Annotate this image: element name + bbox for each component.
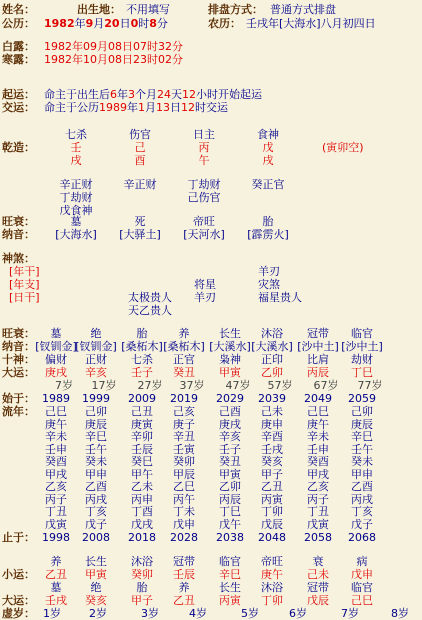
- dayun-age: 27岁: [137, 379, 163, 392]
- liunian-ganzhi: 甲戌: [307, 467, 329, 481]
- dayun-start-year: 2019: [170, 392, 198, 405]
- liunian-ganzhi: 甲戌: [45, 467, 67, 481]
- pillar-zhi: 戌: [262, 154, 274, 167]
- liunian-ganzhi: 庚申: [261, 417, 283, 431]
- dayun-shishen-label: 十神：: [2, 353, 35, 366]
- dayun-wangshuai: 长生: [219, 327, 241, 340]
- liunian-ganzhi: 丁丑: [45, 505, 67, 518]
- dayun-wangshuai: 绝: [90, 327, 102, 340]
- liunian-ganzhi: 辛巳: [85, 430, 107, 443]
- pillar-wangshuai: 胎: [262, 215, 274, 228]
- xiaoyun-wangshuai: 帝旺: [261, 555, 283, 568]
- liunian-ganzhi: 丙午: [173, 492, 195, 506]
- liunian-ganzhi: 戊寅: [307, 517, 329, 531]
- liunian-ganzhi: 壬子: [219, 442, 241, 456]
- pillar-wangshuai: 帝旺: [193, 215, 215, 228]
- dayun-start-year: 1999: [82, 392, 110, 405]
- dayun-age: 47岁: [225, 379, 251, 392]
- liunian-ganzhi: 壬午: [351, 442, 373, 456]
- liunian-ganzhi: 乙酉: [351, 480, 373, 493]
- dayun-wangshuai: 临官: [351, 327, 373, 340]
- suiyun-ganzhi: 戊辰: [307, 594, 329, 607]
- liunian-ganzhi: 甲寅: [219, 467, 241, 481]
- xiaoyun-wangshuai: 长生: [85, 555, 107, 568]
- xiaoyun-ganzhi: 辛巳: [219, 568, 241, 581]
- liunian-ganzhi: 辛亥: [219, 430, 241, 443]
- dayun-end-year: 2008: [82, 531, 110, 544]
- suiyun-ganzhi: 甲子: [131, 594, 153, 607]
- dayun-start-label: 始于：: [2, 392, 35, 405]
- xiaoyun-ganzhi: 壬辰: [173, 568, 195, 581]
- xusui-age: 6岁: [289, 607, 307, 620]
- dayun-shishen: 枭神: [219, 353, 241, 366]
- liunian-ganzhi: 戊午: [219, 517, 241, 531]
- liunian-ganzhi: 己卯: [351, 405, 373, 418]
- liunian-ganzhi: 癸丑: [219, 455, 241, 468]
- liunian-ganzhi: 戊申: [173, 517, 195, 531]
- dayun-start-year: 2009: [128, 392, 156, 405]
- dayun-ganzhi: 壬子: [131, 366, 153, 379]
- dayun-nayin: [大溪水]: [209, 340, 251, 353]
- liunian-ganzhi: 辛巳: [351, 430, 373, 443]
- pillar-shishen: 伤官: [129, 128, 151, 141]
- pillar-hidden-stem: 癸正官: [251, 178, 285, 191]
- lunar-value: 壬戌年[大海水]八月初四日: [246, 17, 376, 30]
- pillar-wangshuai: 墓: [70, 215, 82, 228]
- pillar-shishen: 日主: [193, 128, 215, 141]
- liunian-ganzhi: 丁酉: [131, 505, 153, 518]
- dayun-age: 57岁: [267, 379, 293, 392]
- liunian-ganzhi: 乙丑: [261, 480, 283, 493]
- shensha-taiji: 太极贵人: [128, 291, 172, 304]
- hanlu-label: 寒露：: [2, 53, 35, 66]
- liunian-ganzhi: 癸酉: [307, 455, 329, 468]
- suiyun-ganzhi: 己巳: [351, 594, 373, 607]
- xiaoyun-wangshuai2: 临官: [351, 581, 373, 594]
- xiaoyun-ganzhi: 庚午: [261, 568, 283, 581]
- xiaoyun-wangshuai2: 长生: [219, 581, 241, 594]
- shensha-yangren: 羊刃: [258, 265, 280, 278]
- dayun-nayin: [沙中土]: [297, 340, 339, 353]
- dayun-shishen: 正财: [85, 353, 107, 366]
- liunian-ganzhi: 己丑: [131, 405, 153, 418]
- dayun-age: 37岁: [179, 379, 205, 392]
- suiyun-ganzhi: 乙丑: [173, 594, 195, 607]
- dayun-shishen: 正官: [173, 353, 195, 366]
- liunian-ganzhi: 己亥: [173, 405, 195, 418]
- pillar-nayin: [天河水]: [183, 228, 225, 241]
- pillar-gan: 壬: [70, 141, 82, 154]
- pillar-hidden-stem: 丁劫财: [59, 191, 93, 204]
- xiaoyun-ganzhi: 乙丑: [45, 568, 67, 581]
- liunian-ganzhi: 己卯: [85, 405, 107, 418]
- suiyun-ganzhi: 壬戌: [45, 594, 67, 607]
- pillar-nayin: [大驿土]: [119, 228, 161, 241]
- liunian-ganzhi: 癸卯: [173, 455, 195, 468]
- pillar-nayin: [大海水]: [55, 228, 97, 241]
- liunian-ganzhi: 丁丑: [307, 505, 329, 518]
- dayun-wangshuai: 冠带: [307, 327, 329, 340]
- xiaoyun-wangshuai: 冠带: [173, 555, 195, 568]
- birthplace-value: 不用填写: [126, 3, 170, 16]
- dayun-age: 77岁: [357, 379, 383, 392]
- dayun-end-year: 2068: [348, 531, 376, 544]
- liunian-ganzhi: 丙辰: [219, 492, 241, 506]
- dayun-end-year: 2058: [304, 531, 332, 544]
- pillar-hidden-stem: 戊食神: [59, 204, 93, 217]
- shensha-row-nian-gan: [年干]: [9, 265, 40, 278]
- dayun-nayin: [钗钏金]: [35, 340, 77, 353]
- pillar-wangshuai-label: 旺衰：: [2, 215, 35, 228]
- suiyun-ganzhi: 丁卯: [261, 594, 283, 607]
- xiaoyun-wangshuai2: 沐浴: [261, 581, 283, 594]
- dayun-wangshuai-label: 旺衰：: [2, 327, 35, 340]
- liunian-ganzhi: 壬申: [307, 442, 329, 456]
- liunian-ganzhi: 庚午: [307, 417, 329, 431]
- dayun-end-year: 2018: [128, 531, 156, 544]
- hanlu-value: 1982年10月08日23时02分: [44, 53, 183, 66]
- dayun-ganzhi: 乙卯: [261, 366, 283, 379]
- birthplace-label: 出生地：: [77, 3, 121, 16]
- liunian-ganzhi: 乙亥: [45, 480, 67, 493]
- shensha-label: 神煞：: [2, 252, 35, 265]
- dayun-age: 17岁: [91, 379, 117, 392]
- method-label: 排盘方式：: [208, 3, 263, 16]
- pillar-nayin: [霹雳火]: [247, 228, 289, 241]
- liunian-ganzhi: 甲辰: [173, 467, 195, 481]
- shensha-zaisha: 灾煞: [258, 278, 280, 291]
- xiaoyun-wangshuai2: 养: [178, 581, 190, 594]
- dayun-start-year: 2029: [216, 392, 244, 405]
- dayun-age: 7岁: [55, 379, 73, 392]
- pillar-wangshuai: 死: [134, 215, 146, 228]
- dayun-nayin: [桑柘木]: [121, 340, 163, 353]
- xusui-age: 2岁: [89, 607, 107, 620]
- xusui-age: 8岁: [391, 607, 409, 620]
- dayun-nayin: [大溪水]: [251, 340, 293, 353]
- dayun-ganzhi: 甲寅: [219, 366, 241, 379]
- dayun-ganzhi: 癸丑: [173, 366, 195, 379]
- liunian-ganzhi: 甲午: [131, 467, 153, 481]
- liunian-ganzhi: 乙卯: [219, 480, 241, 493]
- liunian-ganzhi: 庚午: [45, 417, 67, 431]
- dayun-shishen: 七杀: [131, 353, 153, 366]
- pillar-gan: 戊: [262, 141, 274, 154]
- liunian-ganzhi: 庚辰: [351, 417, 373, 431]
- liunian-ganzhi: 丁未: [173, 505, 195, 518]
- bailu-value: 1982年09月08日07时32分: [44, 40, 183, 53]
- liunian-ganzhi: 戊戌: [131, 517, 153, 531]
- liunian-label: 流年：: [2, 405, 35, 418]
- dayun-nayin: [钗钏金]: [75, 340, 117, 353]
- xiaoyun-ganzhi: 甲寅: [85, 568, 107, 581]
- xusui-age: 5岁: [241, 607, 259, 620]
- pillar-zhi: 戌: [70, 154, 82, 167]
- liunian-ganzhi: 乙酉: [85, 480, 107, 493]
- dayun-shishen: 比肩: [307, 353, 329, 366]
- liunian-ganzhi: 辛未: [45, 430, 67, 443]
- xiaoyun-ganzhi: 癸卯: [131, 568, 153, 581]
- liunian-ganzhi: 戊子: [351, 517, 373, 531]
- dayun-shishen: 偏财: [45, 353, 67, 366]
- dayun-end-year: 2028: [170, 531, 198, 544]
- suiyun-ganzhi: 丙寅: [219, 594, 241, 607]
- dayun-start-year: 2039: [258, 392, 286, 405]
- shensha-jiangxing: 将星: [194, 278, 216, 291]
- pillar-zhi: 午: [198, 154, 210, 167]
- xusui-age: 1岁: [43, 607, 61, 620]
- liunian-ganzhi: 辛丑: [173, 430, 195, 443]
- liunian-ganzhi: 癸巳: [131, 455, 153, 468]
- dayun-end-year: 2048: [258, 531, 286, 544]
- liunian-ganzhi: 壬戌: [261, 442, 283, 456]
- pillar-gan: 丙: [198, 141, 210, 154]
- pillar-gan: 己: [134, 141, 146, 154]
- xiaoyun-wangshuai2: 冠带: [307, 581, 329, 594]
- jiaoyun-value: 命主于公历1989年1月13日12时交运: [44, 101, 228, 114]
- suiyun-ganzhi: 癸亥: [85, 594, 107, 607]
- liunian-ganzhi: 辛卯: [131, 430, 153, 443]
- liunian-ganzhi: 庚辰: [85, 417, 107, 431]
- shensha-row-nian-zhi: [年支]: [9, 278, 40, 291]
- liunian-ganzhi: 庚戌: [219, 417, 241, 431]
- dayun-nayin-label: 纳音：: [2, 340, 35, 353]
- xiaoyun-wangshuai2: 绝: [90, 581, 102, 594]
- xiaoyun-wangshuai2: 胎: [136, 581, 148, 594]
- dayun-start-year: 2049: [304, 392, 332, 405]
- liunian-ganzhi: 癸酉: [45, 455, 67, 468]
- liunian-ganzhi: 丙寅: [261, 492, 283, 506]
- liunian-ganzhi: 癸未: [85, 455, 107, 468]
- xiaoyun-wangshuai: 养: [50, 555, 62, 568]
- suiyun-label: 大运：: [2, 594, 35, 607]
- liunian-ganzhi: 丙戌: [85, 492, 107, 506]
- dayun-nayin: [桑柘木]: [163, 340, 205, 353]
- solar-date: 1982年9月20日0时8分: [44, 17, 168, 30]
- name-label: 姓名：: [2, 3, 35, 16]
- liunian-ganzhi: 癸未: [351, 455, 373, 468]
- dayun-nayin: [沙中土]: [341, 340, 383, 353]
- liunian-ganzhi: 丙申: [131, 492, 153, 506]
- dayun-shishen: 劫财: [351, 353, 373, 366]
- lunar-label: 农历：: [208, 17, 241, 30]
- dayun-wangshuai: 墓: [50, 327, 62, 340]
- xusui-age: 3岁: [141, 607, 159, 620]
- dayun-ganzhi: 丙辰: [307, 366, 329, 379]
- pillar-hidden-stem: 丁劫财: [187, 178, 221, 191]
- liunian-ganzhi: 丙戌: [351, 492, 373, 506]
- dayun-ganzhi: 辛亥: [85, 366, 107, 379]
- dayun-end-year: 2038: [216, 531, 244, 544]
- pillar-shishen: 七杀: [65, 128, 87, 141]
- liunian-ganzhi: 乙巳: [173, 480, 195, 493]
- pillar-zhi: 酉: [134, 154, 146, 167]
- liunian-ganzhi: 辛酉: [261, 430, 283, 443]
- dayun-ganzhi: 庚戌: [45, 366, 67, 379]
- shensha-fuxing: 福星贵人: [258, 291, 302, 304]
- dayun-end-label: 止于：: [2, 531, 35, 544]
- liunian-ganzhi: 乙未: [131, 480, 153, 493]
- xiaoyun-wangshuai: 衰: [312, 555, 324, 568]
- dayun-shishen: 正印: [261, 353, 283, 366]
- dayun-start-year: 2059: [348, 392, 376, 405]
- liunian-ganzhi: 丁卯: [261, 505, 283, 518]
- pillar-hidden-stem: 己伤官: [187, 191, 221, 204]
- xusui-age: 7岁: [341, 607, 359, 620]
- liunian-ganzhi: 己巳: [45, 405, 67, 418]
- liunian-ganzhi: 壬午: [85, 442, 107, 456]
- pillar-hidden-stem: 辛正财: [59, 178, 93, 191]
- jiaoyun-label: 交运：: [2, 101, 35, 114]
- liunian-ganzhi: 丙子: [307, 492, 329, 506]
- xusui-age: 4岁: [189, 607, 207, 620]
- qiyun-value: 命主于出生后6年3个月24天12小时开始起运: [44, 88, 262, 101]
- xiaoyun-label: 小运：: [2, 568, 35, 581]
- pillar-nayin-label: 纳音：: [2, 228, 35, 241]
- qiyun-label: 起运：: [2, 88, 35, 101]
- xiaoyun-wangshuai: 临官: [219, 555, 241, 568]
- shensha-row-ri-gan: [日干]: [9, 291, 40, 304]
- pillar-hidden-stem: 辛正财: [123, 178, 157, 191]
- liunian-ganzhi: 癸亥: [261, 455, 283, 468]
- liunian-ganzhi: 戊辰: [261, 517, 283, 531]
- qianzao-label: 乾造：: [2, 141, 35, 154]
- bailu-label: 白露：: [2, 40, 35, 53]
- dayun-wangshuai: 沐浴: [261, 327, 283, 340]
- xiaoyun-ganzhi: 戊申: [351, 568, 373, 581]
- liunian-ganzhi: 丙子: [45, 492, 67, 506]
- xiaoyun-wangshuai: 沐浴: [131, 555, 153, 568]
- dayun-wangshuai: 养: [178, 327, 190, 340]
- liunian-ganzhi: 己未: [261, 405, 283, 418]
- xusui-label: 虚岁：: [2, 607, 35, 620]
- dayun-ganzhi: 丁巳: [351, 366, 373, 379]
- dayun-wangshuai: 胎: [136, 327, 148, 340]
- liunian-ganzhi: 甲申: [351, 467, 373, 481]
- shensha-yangren-ri: 羊刃: [194, 291, 216, 304]
- liunian-ganzhi: 丁巳: [219, 505, 241, 518]
- liunian-ganzhi: 戊寅: [45, 517, 67, 531]
- liunian-ganzhi: 庚寅: [131, 417, 153, 431]
- liunian-ganzhi: 甲子: [261, 467, 283, 481]
- dayun-start-year: 1989: [42, 392, 70, 405]
- xiaoyun-wangshuai2: 墓: [50, 581, 62, 594]
- liunian-ganzhi: 壬辰: [131, 442, 153, 456]
- liunian-ganzhi: 庚子: [173, 417, 195, 431]
- liunian-ganzhi: 辛未: [307, 430, 329, 443]
- dayun-ganzhi-label: 大运：: [2, 366, 35, 379]
- pillar-shishen: 食神: [257, 128, 279, 141]
- xiaoyun-wangshuai: 病: [356, 555, 368, 568]
- dayun-age: 67岁: [313, 379, 339, 392]
- shensha-tianyi: 天乙贵人: [128, 304, 172, 317]
- liunian-ganzhi: 乙亥: [307, 480, 329, 493]
- liunian-ganzhi: 丁亥: [85, 505, 107, 518]
- liunian-ganzhi: 壬寅: [173, 442, 195, 456]
- solar-label: 公历：: [2, 17, 35, 30]
- liunian-ganzhi: 戊子: [85, 517, 107, 531]
- liunian-ganzhi: 己巳: [307, 405, 329, 418]
- liunian-ganzhi: 己酉: [219, 405, 241, 418]
- xiaoyun-ganzhi: 己未: [307, 568, 329, 581]
- dayun-end-year: 1998: [42, 531, 70, 544]
- kongwang-text: (寅卯空): [322, 141, 364, 154]
- method-value: 普通方式排盘: [270, 3, 336, 16]
- liunian-ganzhi: 丁亥: [351, 505, 373, 518]
- liunian-ganzhi: 壬申: [45, 442, 67, 456]
- liunian-ganzhi: 甲申: [85, 467, 107, 481]
